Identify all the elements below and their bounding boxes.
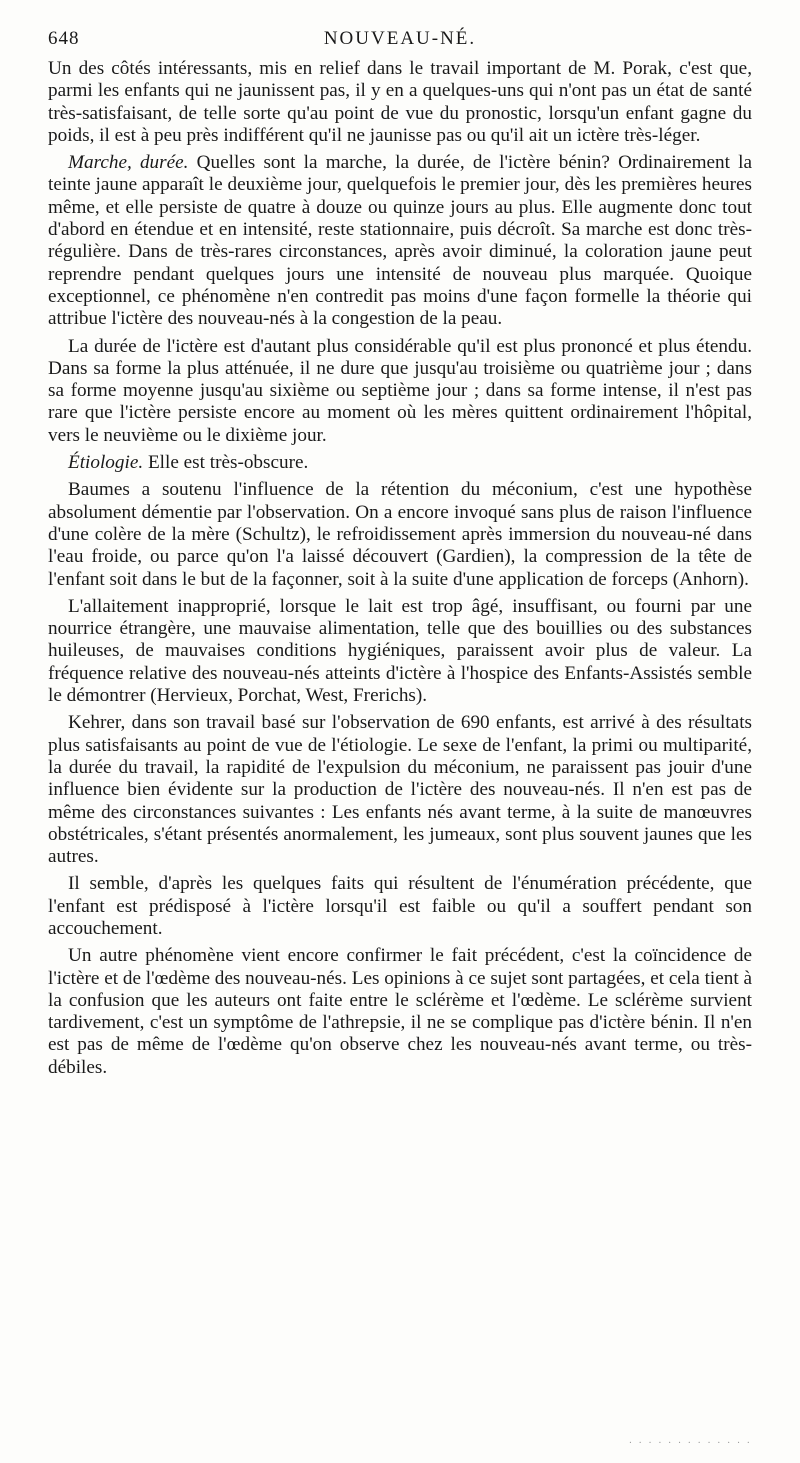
running-head: NOUVEAU-NÉ.: [323, 28, 477, 49]
paragraph-text: La durée de l'ictère est d'autant plus considérable qu'il est plus prononcé et plus étendu. Dans sa forme la plus atténuée, il ne dure que jusqu'au troisième ou quatrième jour ; dans sa forme moyenne jusqu'au sixième ou septième jour ; dans sa forme intense, il n'est pas rare que l'ictère persiste encore au moment où les mères quittent ordinairement l'hôpital, vers le neuvième ou le dixième jour.: [48, 335, 752, 446]
paragraph-text: Baumes a soutenu l'influence de la rétention du méconium, c'est une hypothèse absolument démentie par l'observation. On a encore invoqué sans plus de raison l'influence d'une colère de la mère (Schultz), le refroidissement après immersion du nouveau-né dans l'eau froide, ou parce qu'on l'a laissé découvert (Gardien), la compression de la tête de l'enfant soit dans le but de la façonner, soit à la suite d'une application de forceps (Anhorn).: [48, 479, 752, 590]
paragraph: [48, 152, 752, 330]
paragraph-text: Un autre phénomène vient encore confirmer le fait précédent, c'est la coïncidence de l'ictère et de l'œdème des nouveau-nés. Les opinions à ce sujet sont partagées, et cela tient à la confusion que les auteurs ont faite entre le sclérème et l'œdème. Le sclérème survient tardivement, c'est un symptôme de l'athrepsie, il ne se complique pas d'ictère bénin. Il n'en est pas de même de l'œdème qu'on observe chez les nouveau-nés avant terme, ou très-débiles.: [48, 945, 752, 1078]
paragraph-text: Un des côtés intéressants, mis en relief dans le travail important de M. Porak, c'est que, parmi les enfants qui ne jaunissent pas, il y en a quelques-uns qui n'ont pas un état de santé très-satisfaisant, de telle sorte qu'au point de vue du pronostic, lorsqu'un enfant gagne du poids, il est à peu près indifférent qu'il ne jaunisse pas ou qu'il ait un ictère très-léger.: [48, 58, 752, 146]
paragraph: [48, 873, 752, 940]
paragraph-text: Kehrer, dans son travail basé sur l'observation de 690 enfants, est arrivé à des résultats plus satisfaisants au point de vue de l'étiologie. Le sexe de l'enfant, la primi ou multiparité, la durée du travail, la rapidité de l'expulsion du méconium, ne paraissent pas jouir d'une influence bien évidente sur la production de l'ictère des nouveau-nés. Il n'en est pas de même des circonstances suivantes : Les enfants nés avant terme, à la suite de manœuvres obstétricales, s'étant présentés anormalement, les jumeaux, sont plus souvent jaunes que les autres.: [48, 712, 752, 868]
paragraph: [48, 596, 752, 707]
paragraph: [48, 712, 752, 868]
paragraph-text: L'allaitement inapproprié, lorsque le lait est trop âgé, insuffisant, ou fourni par une nourrice étrangère, une mauvaise alimentation, telle que des bouillies ou des substances huileuses, de mauvaises conditions hygiéniques, paraissent avoir plus de valeur. La fréquence relative des nouveau-nés atteints d'ictère à l'hospice des Enfants-Assistés semble le démontrer (Hervieux, Porchat, West, Frerichs).: [48, 595, 752, 707]
page-number: 648: [48, 28, 80, 49]
paragraph: [48, 58, 752, 147]
paragraph: [48, 336, 752, 447]
scan-artifact-dots: · · · · · · · · · · · · ·: [628, 1438, 752, 1449]
section-heading-etiologie: Étiologie.: [68, 452, 144, 474]
paragraph: [48, 945, 752, 1079]
paragraph: [48, 479, 752, 590]
paragraph-text: Elle est très-obscure.: [143, 452, 309, 474]
body-text: [48, 58, 752, 1084]
page-header: [48, 28, 752, 58]
paragraph-text: Il semble, d'après les quelques faits qui résultent de l'énumération précédente, que l'enfant est prédisposé à l'ictère lorsqu'il est faible ou qu'il a souffert pendant son accouchement.: [48, 873, 752, 939]
paragraph: [48, 452, 752, 474]
paragraph-text: Quelles sont la marche, la durée, de l'ictère bénin? Ordinairement la teinte jaune apparaît le deuxième jour, quelquefois le premier jour, dès les premières heures même, et elle persiste de quatre à douze ou quinze jours au plus. Elle augmente donc tout d'abord en étendue et en intensité, reste stationnaire, puis décroît. Sa marche est donc très-régulière. Dans de très-rares circonstances, après avoir diminué, la coloration jaune peut reprendre pendant quelques jours une intensité de nouveau plus marquée. Quoique exceptionnel, ce phénomène n'en contredit pas moins d'une façon formelle la théorie qui attribue l'ictère des nouveau-nés à la congestion de la peau.: [48, 152, 752, 330]
section-heading-marche-duree: Marche, durée.: [68, 152, 189, 174]
